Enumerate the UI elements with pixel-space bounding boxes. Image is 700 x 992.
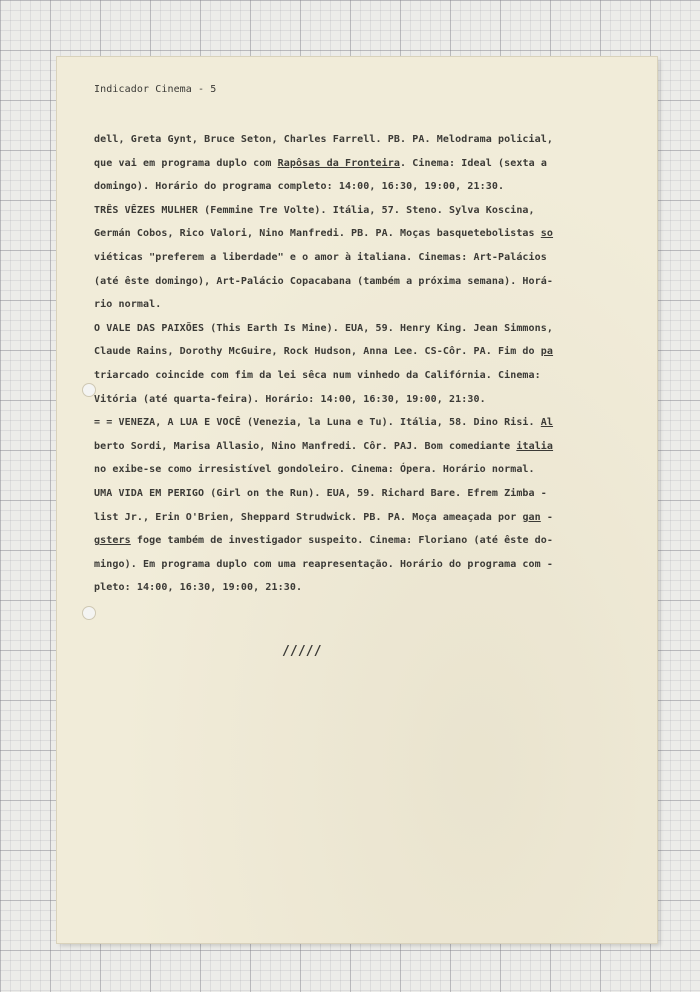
page-header: Indicador Cinema - 5	[94, 84, 217, 95]
text-segment: Vitória (até quarta-feira). Horário: 14:00, 16:30, 19:00, 21:30.	[94, 393, 486, 405]
text-line	[94, 293, 634, 317]
text-line	[94, 482, 634, 506]
text-line	[94, 576, 634, 600]
text-segment: viéticas "preferem a liberdade" e o amor à italiana. Cinemas: Art-Palácios	[94, 251, 547, 263]
text-segment: que vai em programa duplo com	[94, 157, 278, 169]
text-line	[94, 435, 634, 459]
text-segment: no exibe-se como irresistível gondoleiro. Cinema: Ópera. Horário normal.	[94, 464, 535, 476]
document-text	[94, 80, 634, 659]
text-line	[94, 317, 634, 341]
text-line	[94, 152, 634, 176]
text-line	[94, 458, 634, 482]
text-segment: . Cinema: Ideal (sexta a	[400, 157, 547, 169]
underlined-text: pa	[540, 346, 554, 358]
text-line	[94, 529, 634, 553]
text-line	[94, 175, 634, 199]
text-line	[94, 553, 634, 577]
underlined-text: gsters	[94, 535, 131, 547]
listing-paragraph	[94, 199, 634, 317]
text-segment: dell, Greta Gynt, Bruce Seton, Charles Farrell. PB. PA. Melodrama policial,	[94, 134, 554, 145]
underlined-text: gan	[522, 511, 541, 523]
end-mark: /////	[282, 643, 322, 659]
film-listings	[94, 128, 634, 600]
text-segment: list Jr., Erin O'Brien, Sheppard Strudwick. PB. PA. Moça ameaçada por	[94, 511, 523, 523]
listing-paragraph	[94, 317, 634, 411]
text-segment: UMA VIDA EM PERIGO (Girl on the Run). EUA, 59. Richard Bare. Efrem Zimba -	[94, 487, 547, 499]
underlined-text: Rapôsas da Fronteira	[277, 157, 401, 169]
text-segment: rio normal.	[94, 299, 162, 311]
text-line	[94, 506, 634, 530]
text-line	[94, 340, 634, 364]
text-line	[94, 128, 634, 152]
text-segment: foge também de investigador suspeito. Cinema: Floriano (até êste do-	[130, 535, 554, 547]
text-line	[94, 388, 634, 412]
text-line	[94, 199, 634, 223]
text-segment: = = VENEZA, A LUA E VOCÊ (Venezia, la Luna e Tu). Itália, 58. Dino Risi.	[94, 417, 541, 429]
underlined-text: so	[540, 228, 554, 240]
text-segment: triarcado coincide com fim da lei sêca num vinhedo da Califórnia. Cinema:	[94, 369, 541, 381]
text-segment: mingo). Em programa duplo com uma reapresentação. Horário do programa com -	[94, 558, 554, 570]
text-line	[94, 270, 634, 294]
text-segment: pleto: 14:00, 16:30, 19:00, 21:30.	[94, 582, 303, 594]
listing-paragraph	[94, 411, 634, 482]
text-line	[94, 222, 634, 246]
listing-paragraph	[94, 482, 634, 600]
text-line	[94, 364, 634, 388]
text-segment: domingo). Horário do programa completo: 14:00, 16:30, 19:00, 21:30.	[94, 181, 505, 193]
underlined-text: italia	[516, 440, 554, 452]
listing-paragraph	[94, 128, 634, 199]
text-line	[94, 411, 634, 435]
text-segment: (até êste domingo), Art-Palácio Copacabana (também a próxima semana). Horá-	[94, 275, 554, 287]
text-segment: -	[540, 511, 554, 523]
text-line	[94, 246, 634, 270]
text-segment: berto Sordi, Marisa Allasio, Nino Manfredi. Côr. PAJ. Bom comediante	[94, 440, 517, 452]
underlined-text: Al	[540, 417, 554, 429]
text-segment: Germán Cobos, Rico Valori, Nino Manfredi. PB. PA. Moças basquetebolistas	[94, 228, 541, 240]
text-segment: O VALE DAS PAIXÕES (This Earth Is Mine). EUA, 59. Henry King. Jean Simmons,	[94, 322, 554, 334]
text-segment: TRÊS VÊZES MULHER (Femmine Tre Volte). Itália, 57. Steno. Sylva Koscina,	[94, 204, 535, 216]
text-segment: Claude Rains, Dorothy McGuire, Rock Hudson, Anna Lee. CS-Côr. PA. Fim do	[94, 346, 541, 358]
